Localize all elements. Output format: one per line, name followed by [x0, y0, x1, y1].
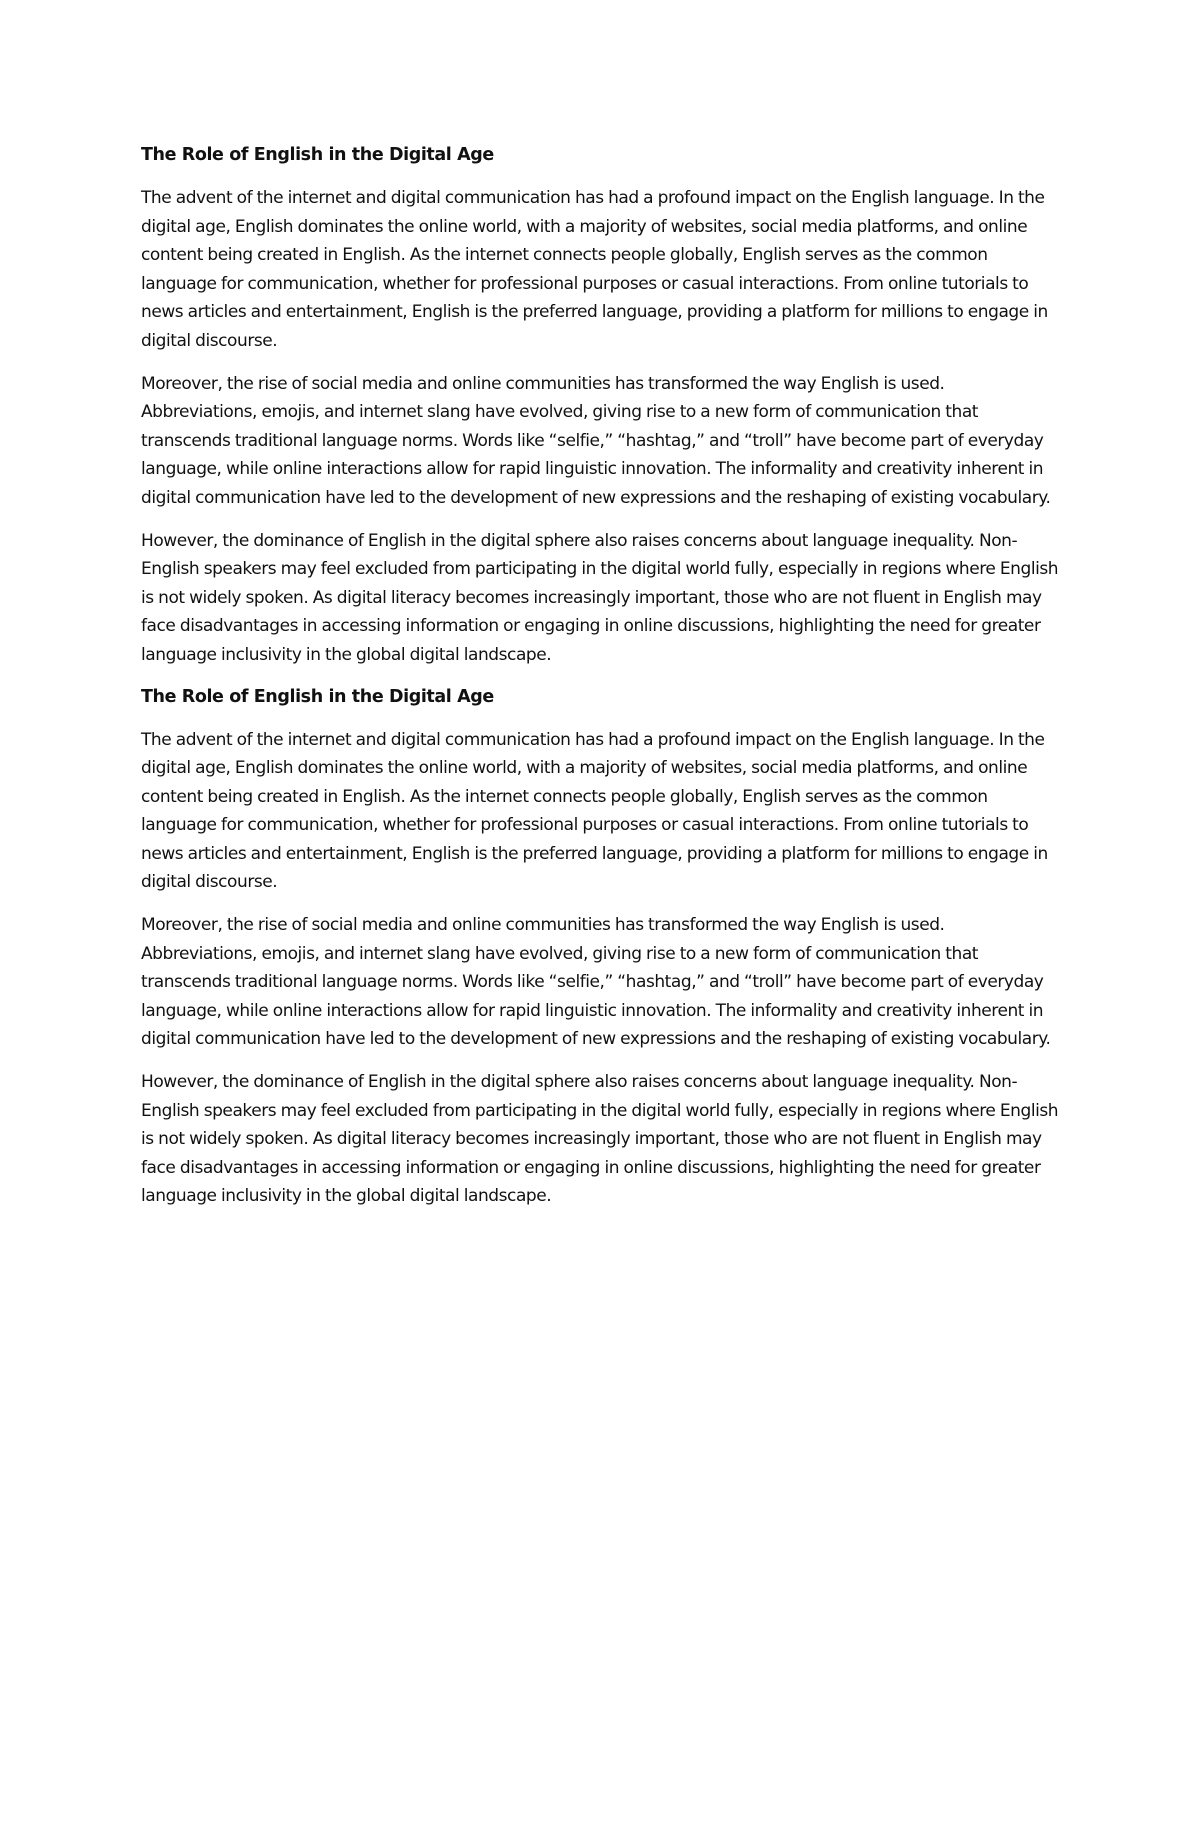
paragraph: Moreover, the rise of social media and online communities has transformed the way English is used. Abbreviations, emojis, and internet slang have evolved, giving rise to a new form of communication that transcends traditional language norms. Words like “selfie,” “hashtag,” and “troll” have become part of everyday language, while online interactions allow for rapid linguistic innovation. The informality and creativity inherent in digital communication have led to the development of new expressions and the reshaping of existing vocabulary.	[141, 373, 1051, 508]
section-2	[141, 684, 1061, 1212]
paragraph: Moreover, the rise of social media and online communities has transformed the way English is used. Abbreviations, emojis, and internet slang have evolved, giving rise to a new form of communication that transcends traditional language norms. Words like “selfie,” “hashtag,” and “troll” have become part of everyday language, while online interactions allow for rapid linguistic innovation. The informality and creativity inherent in digital communication have led to the development of new expressions and the reshaping of existing vocabulary.	[141, 915, 1051, 1050]
section-heading: The Role of English in the Digital Age	[141, 145, 494, 165]
paragraph: The advent of the internet and digital communication has had a profound impact on the English language. In the digital age, English dominates the online world, with a majority of websites, social media platforms, and online content being created in English. As the internet connects people globally, English serves as the common language for communication, whether for professional purposes or casual interactions. From online tutorials to news articles and entertainment, English is the preferred language, providing a platform for millions to engage in digital discourse.	[141, 188, 1048, 351]
paragraph: The advent of the internet and digital communication has had a profound impact on the English language. In the digital age, English dominates the online world, with a majority of websites, social media platforms, and online content being created in English. As the internet connects people globally, English serves as the common language for communication, whether for professional purposes or casual interactions. From online tutorials to news articles and entertainment, English is the preferred language, providing a platform for millions to engage in digital discourse.	[141, 729, 1048, 893]
paragraph: However, the dominance of English in the digital sphere also raises concerns about language inequality. Non-English speakers may feel excluded from participating in the digital world fully, especially in regions where English is not widely spoken. As digital literacy becomes increasingly important, those who are not fluent in English may face disadvantages in accessing information or engaging in online discussions, highlighting the need for greater language inclusivity in the global digital landscape.	[141, 1072, 1059, 1207]
section-1	[141, 142, 1061, 670]
section-heading: The Role of English in the Digital Age	[141, 686, 494, 707]
document-body	[141, 142, 1061, 1225]
paragraph: However, the dominance of English in the digital sphere also raises concerns about language inequality. Non-English speakers may feel excluded from participating in the digital world fully, especially in regions where English is not widely spoken. As digital literacy becomes increasingly important, those who are not fluent in English may face disadvantages in accessing information or engaging in online discussions, highlighting the need for greater language inclusivity in the global digital landscape.	[141, 530, 1059, 665]
